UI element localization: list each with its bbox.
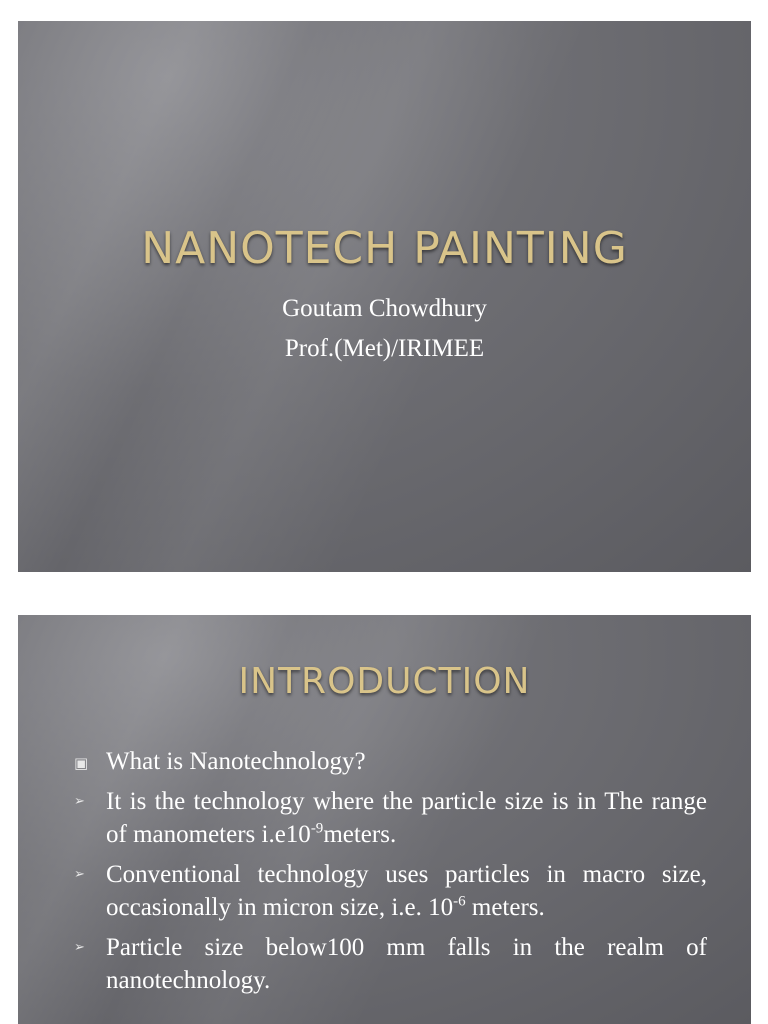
slide-title: INTRODUCTION bbox=[238, 661, 531, 702]
bullet-text-tail: meters. bbox=[323, 821, 397, 848]
arrow-bullet-icon: ➢ bbox=[74, 794, 85, 809]
bullet-item bbox=[74, 931, 707, 997]
bullet-text: What is Nanotechnology? bbox=[106, 748, 366, 775]
slide-title: NANOTECH PAINTING bbox=[141, 223, 628, 274]
title-slide bbox=[18, 21, 751, 572]
bullet-item bbox=[74, 785, 707, 851]
bullet-list bbox=[74, 745, 707, 1004]
bullet-item bbox=[74, 858, 707, 924]
exponent: -9 bbox=[310, 820, 324, 837]
arrow-bullet-icon: ➢ bbox=[74, 940, 85, 955]
bullet-text: It is the technology where the particle size is in The range of manometers i.e10 bbox=[106, 788, 707, 848]
exponent: -6 bbox=[453, 893, 466, 910]
bullet-text: Particle size below100 mm falls in the realm of nanotechnology. bbox=[106, 934, 707, 994]
arrow-bullet-icon: ➢ bbox=[74, 867, 85, 882]
bullet-text: Conventional technology uses particles in macro size, occasionally in micron size, i.e. 10 bbox=[106, 861, 707, 921]
bullet-text-tail: meters. bbox=[465, 894, 545, 921]
square-bullet-icon: ▣ bbox=[74, 754, 89, 772]
author-affiliation: Prof.(Met)/IRIMEE bbox=[284, 335, 485, 362]
bullet-item bbox=[74, 745, 707, 778]
author-name: Goutam Chowdhury bbox=[282, 295, 487, 322]
slide-subtitle bbox=[18, 289, 751, 369]
introduction-slide bbox=[18, 615, 751, 1024]
